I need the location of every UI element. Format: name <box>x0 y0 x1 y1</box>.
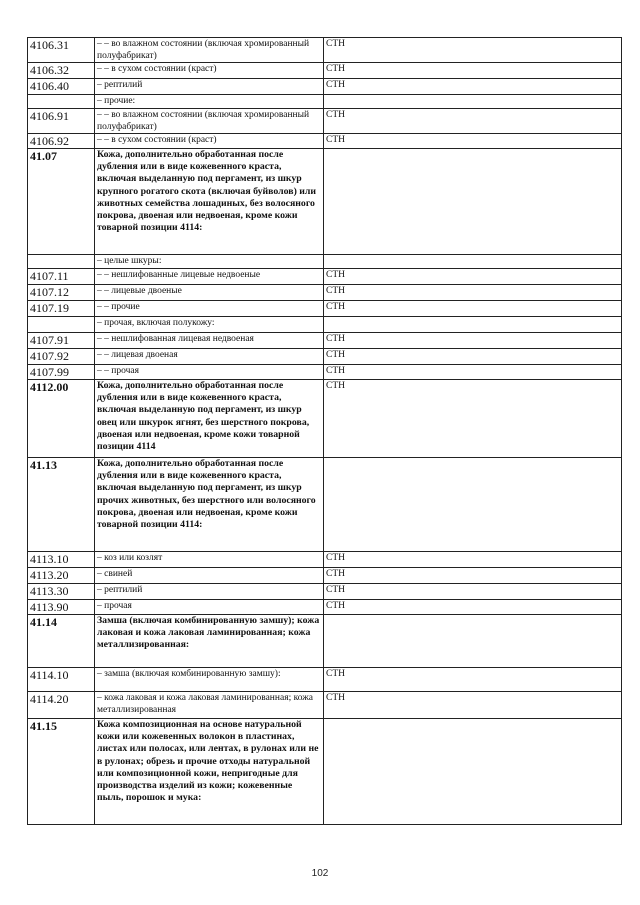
unit-of-measure: СТН <box>324 668 622 692</box>
tariff-code: 4107.92 <box>28 349 95 365</box>
table-row <box>28 285 622 301</box>
tariff-code: 4114.10 <box>28 668 95 692</box>
table-row <box>28 600 622 615</box>
unit-of-measure: СТН <box>324 109 622 134</box>
table-row <box>28 668 622 692</box>
unit-of-measure <box>324 255 622 269</box>
table-row <box>28 333 622 349</box>
unit-of-measure: СТН <box>324 79 622 95</box>
unit-of-measure <box>324 95 622 109</box>
unit-of-measure: СТН <box>324 552 622 568</box>
goods-description: – прочая <box>95 600 324 615</box>
goods-description: – – в сухом состоянии (краст) <box>95 134 324 149</box>
unit-of-measure <box>324 615 622 668</box>
tariff-table <box>27 37 622 825</box>
tariff-code: 4113.20 <box>28 568 95 584</box>
unit-of-measure <box>324 719 622 825</box>
goods-description: – свиней <box>95 568 324 584</box>
unit-of-measure: СТН <box>324 301 622 317</box>
goods-description: – рептилий <box>95 584 324 600</box>
goods-description: – – в сухом состоянии (краст) <box>95 63 324 79</box>
goods-description: – замша (включая комбинированную замшу): <box>95 668 324 692</box>
tariff-code: 4112.00 <box>28 380 95 458</box>
goods-description: – – во влажном состоянии (включая хромированный полуфабрикат) <box>95 38 324 63</box>
goods-description: – целые шкуры: <box>95 255 324 269</box>
table-row <box>28 719 622 825</box>
tariff-code: 4106.32 <box>28 63 95 79</box>
table-row <box>28 79 622 95</box>
tariff-code: 4106.92 <box>28 134 95 149</box>
goods-description: – – нешлифованные лицевые недвоеные <box>95 269 324 285</box>
tariff-code: 4113.10 <box>28 552 95 568</box>
tariff-code: 4106.31 <box>28 38 95 63</box>
tariff-code: 4114.20 <box>28 692 95 719</box>
table-row <box>28 109 622 134</box>
goods-description: – – прочая <box>95 365 324 380</box>
unit-of-measure: СТН <box>324 380 622 458</box>
tariff-code: 4106.40 <box>28 79 95 95</box>
tariff-code: 41.14 <box>28 615 95 668</box>
unit-of-measure: СТН <box>324 600 622 615</box>
unit-of-measure <box>324 149 622 255</box>
unit-of-measure: СТН <box>324 285 622 301</box>
table-row <box>28 317 622 333</box>
goods-description: – прочая, включая полукожу: <box>95 317 324 333</box>
goods-description: – – лицевая двоеная <box>95 349 324 365</box>
tariff-code: 4107.11 <box>28 269 95 285</box>
tariff-code: 41.13 <box>28 458 95 552</box>
goods-description: – – лицевые двоеные <box>95 285 324 301</box>
goods-description: – рептилий <box>95 79 324 95</box>
table-row <box>28 458 622 552</box>
table-row <box>28 301 622 317</box>
tariff-code: 41.15 <box>28 719 95 825</box>
table-row <box>28 615 622 668</box>
table-row <box>28 38 622 63</box>
goods-description: Кожа, дополнительно обработанная после дубления или в виде кожевенного краста, включая выделанную под пергамент, из шкур прочих животных, без шерстного или волосяного покрова, двоеная или недвоеная, кроме кожи товарной позиции 4114: <box>95 458 324 552</box>
tariff-code: 41.07 <box>28 149 95 255</box>
tariff-code: 4107.99 <box>28 365 95 380</box>
tariff-code: 4107.19 <box>28 301 95 317</box>
goods-description: – – во влажном состоянии (включая хромированный полуфабрикат) <box>95 109 324 134</box>
unit-of-measure: СТН <box>324 584 622 600</box>
table-row <box>28 149 622 255</box>
table-row <box>28 269 622 285</box>
goods-description: – прочие: <box>95 95 324 109</box>
unit-of-measure: СТН <box>324 63 622 79</box>
tariff-code <box>28 317 95 333</box>
table-row <box>28 380 622 458</box>
goods-description: – коз или козлят <box>95 552 324 568</box>
unit-of-measure: СТН <box>324 134 622 149</box>
goods-description: Кожа, дополнительно обработанная после дубления или в виде кожевенного краста, включая выделанную под пергамент, из шкур крупного рогатого скота (включая буйволов) или животных семейства лошадиных, без волосяного покрова, двоеная или недвоеная, кроме кожи товарной позиции 4114: <box>95 149 324 255</box>
goods-description: Замша (включая комбинированную замшу); кожа лаковая и кожа лаковая ламинированная; кожа металлизированная: <box>95 615 324 668</box>
table-row <box>28 552 622 568</box>
unit-of-measure: СТН <box>324 38 622 63</box>
goods-description: – кожа лаковая и кожа лаковая ламинированная; кожа металлизированная <box>95 692 324 719</box>
table-row <box>28 63 622 79</box>
unit-of-measure: СТН <box>324 365 622 380</box>
page-number: 102 <box>311 868 329 879</box>
table-row <box>28 255 622 269</box>
goods-description: – – прочие <box>95 301 324 317</box>
tariff-code: 4113.30 <box>28 584 95 600</box>
unit-of-measure: СТН <box>324 568 622 584</box>
unit-of-measure: СТН <box>324 269 622 285</box>
table-row <box>28 365 622 380</box>
tariff-code: 4106.91 <box>28 109 95 134</box>
table-row <box>28 568 622 584</box>
unit-of-measure: СТН <box>324 349 622 365</box>
unit-of-measure <box>324 458 622 552</box>
tariff-code <box>28 95 95 109</box>
table-row <box>28 134 622 149</box>
tariff-code: 4107.12 <box>28 285 95 301</box>
tariff-code <box>28 255 95 269</box>
table-row <box>28 692 622 719</box>
goods-description: – – нешлифованная лицевая недвоеная <box>95 333 324 349</box>
table-row <box>28 584 622 600</box>
tariff-code: 4113.90 <box>28 600 95 615</box>
goods-description: Кожа композиционная на основе натуральной кожи или кожевенных волокон в пластинах, листах или полосах, или лентах, в рулонах или не в рулонах; обрезь и прочие отходы натуральной или композиционной кожи, непригодные для производства изделий из кожи; кожевенные пыль, порошок и мука: <box>95 719 324 825</box>
table-row <box>28 349 622 365</box>
unit-of-measure <box>324 317 622 333</box>
unit-of-measure: СТН <box>324 333 622 349</box>
goods-description: Кожа, дополнительно обработанная после дубления или в виде кожевенного краста, включая выделанную под пергамент, из шкур овец или шкурок ягнят, без шерстного покрова, двоеная или недвоеная, кроме кожи товарной позиции 4114 <box>95 380 324 458</box>
unit-of-measure: СТН <box>324 692 622 719</box>
tariff-code: 4107.91 <box>28 333 95 349</box>
table-row <box>28 95 622 109</box>
